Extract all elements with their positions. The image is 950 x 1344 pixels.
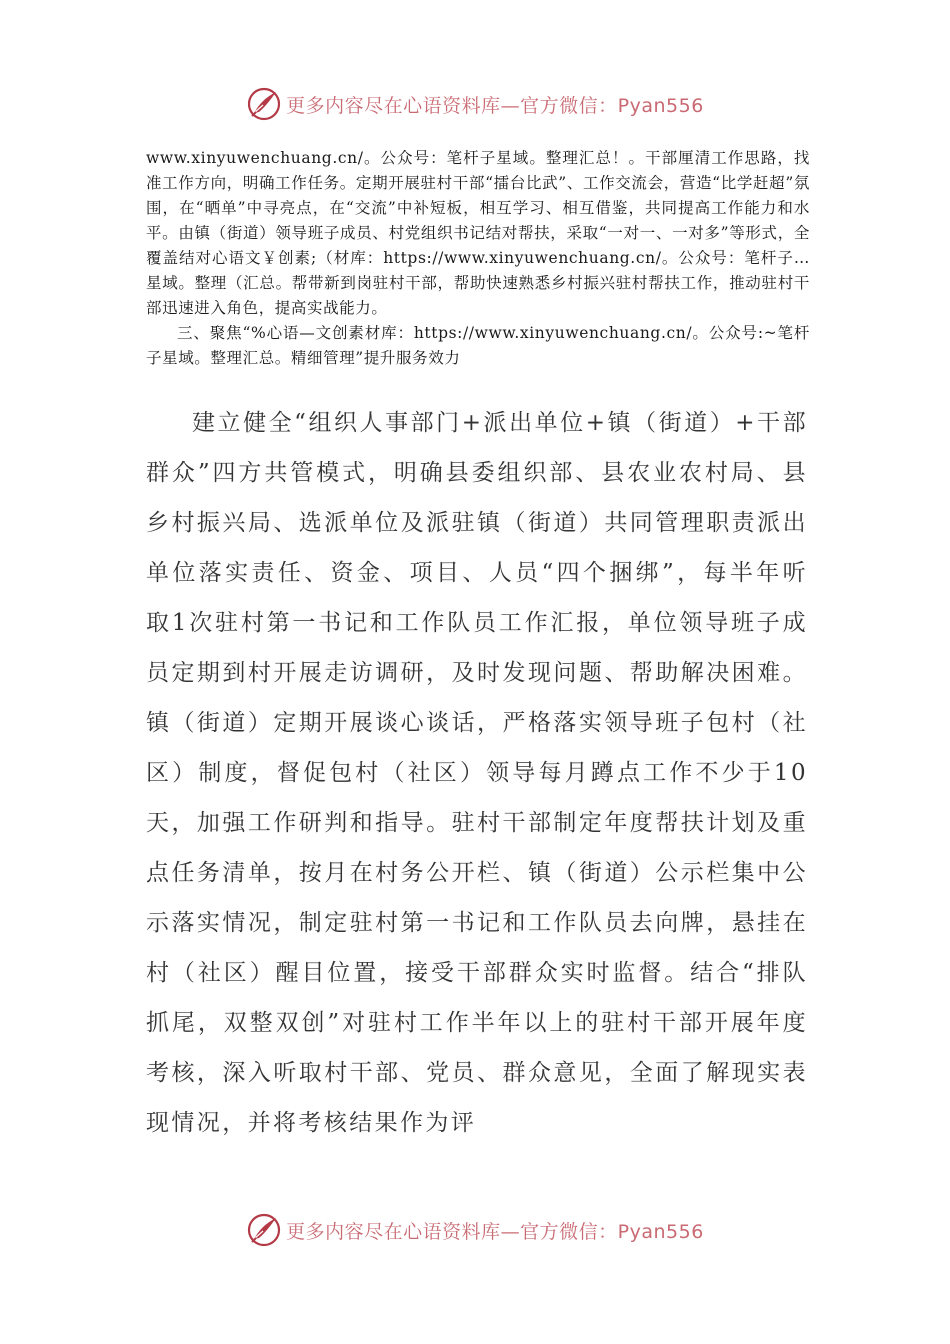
header-banner [0,84,950,124]
header-wechat-id: Pyan556 [617,94,704,117]
section-heading-3: 三、聚焦“%心语—文创素材库：https://www.xinyuwenchuang.cn/。公众号:~笔杆子星域。整理汇总。精细管理”提升服务效力 [146,324,810,367]
intro-text-block [146,146,810,371]
quill-logo-icon [246,86,282,122]
header-banner-text: 更多内容尽在心语资料库—官方微信：Pyan556 [286,94,704,117]
main-text-block [146,398,808,1148]
footer-wechat-id: Pyan556 [617,1220,704,1243]
paragraph-3: 建立健全“组织人事部门+派出单位+镇（街道）+干部群众”四方共管模式，明确县委组织部、县农业农村局、县乡村振兴局、选派单位及派驻镇（街道）共同管理职责派出单位落实责任、资金、项目、人员“四个捆绑”，每半年听取1次驻村第一书记和工作队员工作汇报，单位领导班子成员定期到村开展走访调研，及时发现问题、帮助解决困难。镇（街道）定期开展谈心谈话，严格落实领导班子包村（社区）制度，督促包村（社区）领导每月蹲点工作不少于10天，加强工作研判和指导。驻村干部制定年度帮扶计划及重点任务清单，按月在村务公开栏、镇（街道）公示栏集中公示落实情况，制定驻村第一书记和工作队员去向牌，悬挂在村（社区）醒目位置，接受干部群众实时监督。结合“排队抓尾，双整双创”对驻村工作半年以上的驻村干部开展年度考核，深入听取村干部、党员、群众意见，全面了解现实表现情况，并将考核结果作为评 [146,410,808,1136]
footer-banner-text: 更多内容尽在心语资料库—官方微信：Pyan556 [286,1220,704,1243]
quill-logo-icon [246,1212,282,1248]
paragraph-1: www.xinyuwenchuang.cn/。公众号：笔杆子星域。整理汇总！。干部厘清工作思路，找准工作方向，明确工作任务。定期开展驻村干部“擂台比武”、工作交流会，营造“比学赶超”氛围，在“晒单”中寻亮点，在“交流”中补短板，相互学习、相互借鉴，共同提高工作能力和水平。由镇（街道）领导班子成员、村党组织书记结对帮扶，采取“一对一、一对多”等形式，全覆盖结对心语文￥创素;（材库：https://www.xinyuwenchuang.cn/。公众号：笔杆子…星域。整理（汇总。帮带新到岗驻村干部，帮助快速熟悉乡村振兴驻村帮扶工作，推动驻村干部迅速进入角色，提高实战能力。 [146,149,810,317]
footer-banner [0,1210,950,1250]
